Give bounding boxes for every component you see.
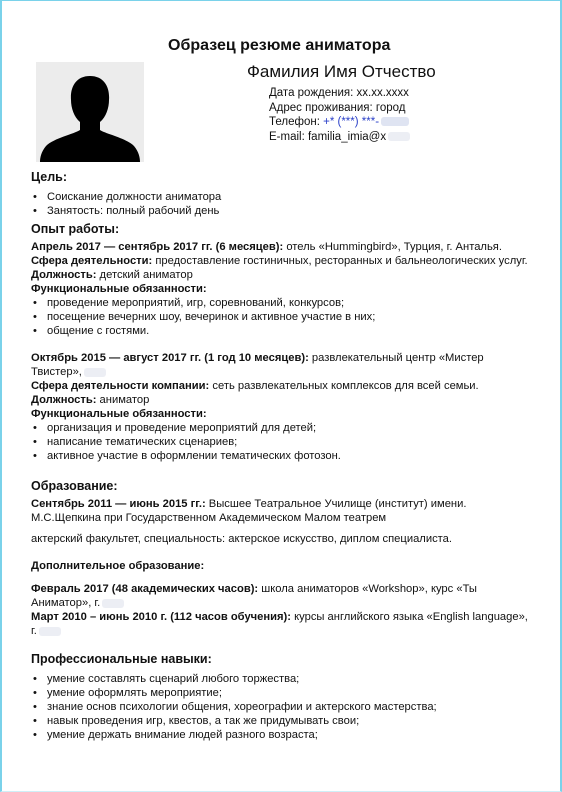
job-entry <box>31 351 529 463</box>
section-heading: Образование: <box>31 479 118 493</box>
redaction-blur <box>388 132 410 141</box>
education-entry: Сентябрь 2011 — июнь 2015 гг.: Высшее Театральное Училище (институт) имени. М.С.Щепкина при Государственном Академическом Малом театрем <box>31 498 467 524</box>
redaction-blur <box>381 117 409 126</box>
list-item: • умение составлять сценарий любого торжества; <box>31 672 529 686</box>
duties-label: Функциональные обязанности: <box>31 283 207 295</box>
experience-section <box>31 222 529 463</box>
section-heading: Цель: <box>31 170 68 184</box>
birth-date: Дата рождения: хх.хх.хххх <box>269 87 409 99</box>
phone-label: Телефон: <box>269 116 320 128</box>
resume-title: Образец резюме аниматора <box>168 37 391 54</box>
list-item: • общение с гостями. <box>31 324 529 338</box>
job-period: Октябрь 2015 — август 2017 гг. (1 год 10 месяцев): развлекательный центр «Мистер Твистер», <box>31 352 484 378</box>
duties-label: Функциональные обязанности: <box>31 408 207 420</box>
email <box>269 130 410 145</box>
email-text: E-mail: familia_imia@x <box>269 130 387 143</box>
education-faculty: актерский факультет, специальность: актерское искусство, диплом специалиста. <box>31 533 452 545</box>
list-item: • написание тематических сценариев; <box>31 435 529 449</box>
contact-block <box>269 86 410 144</box>
section-heading: Дополнительное образование: <box>31 560 205 572</box>
section-heading: Профессиональные навыки: <box>31 652 212 666</box>
skills-section <box>31 652 529 742</box>
list-item: • Соискание должности аниматора <box>31 190 529 204</box>
redaction-blur <box>102 599 124 608</box>
list-item: • навык проведения игр, квестов, а так же придумывать свои; <box>31 714 529 728</box>
list-item: • активное участие в оформлении тематических фотозон. <box>31 449 529 463</box>
job-entry <box>31 240 529 338</box>
list-item: • Занятость: полный рабочий день <box>31 204 529 218</box>
list-item: • умение оформлять мероприятие; <box>31 686 529 700</box>
list-item: • посещение вечерних шоу, вечеринок и активное участие в них; <box>31 310 529 324</box>
list-item: • организация и проведение мероприятий для детей; <box>31 421 529 435</box>
job-sphere: Сфера деятельности компании: сеть развлекательных комплексов для всей семьи. <box>31 380 479 392</box>
section-heading: Опыт работы: <box>31 222 120 236</box>
course-entry: Март 2010 – июнь 2010 г. (112 часов обучения): курсы английского языка «English language», г. <box>31 611 528 637</box>
full-name: Фамилия Имя Отчество <box>247 62 436 81</box>
job-position: Должность: аниматор <box>31 394 150 406</box>
course-entry: Февраль 2017 (48 академических часов): школа аниматоров «Workshop», курс «Ты Аниматор», г. <box>31 583 477 609</box>
list-item: • проведение мероприятий, игр, соревнований, конкурсов; <box>31 296 529 310</box>
resume-body <box>31 170 529 742</box>
profile-photo-silhouette <box>36 62 144 162</box>
redaction-blur <box>39 627 61 636</box>
address: Адрес проживания: город <box>269 101 406 114</box>
redaction-blur <box>84 368 106 377</box>
goal-section <box>31 170 529 218</box>
job-sphere: Сфера деятельности: предоставление гостиничных, ресторанных и бальнеологических услуг. <box>31 255 528 267</box>
list-item: • знание основ психологии общения, хореографии и актерского мастерства; <box>31 700 529 714</box>
education-section <box>31 479 529 546</box>
job-period: Апрель 2017 — сентябрь 2017 гг. (6 месяцев): отель «Hummingbird», Турция, г. Анталья. <box>31 241 502 253</box>
job-position: Должность: детский аниматор <box>31 269 193 281</box>
list-item: • умение держать внимание людей разного возраста; <box>31 728 529 742</box>
additional-education-section <box>31 559 529 638</box>
phone <box>269 115 410 130</box>
phone-value: +* (***) ***- <box>323 116 380 128</box>
